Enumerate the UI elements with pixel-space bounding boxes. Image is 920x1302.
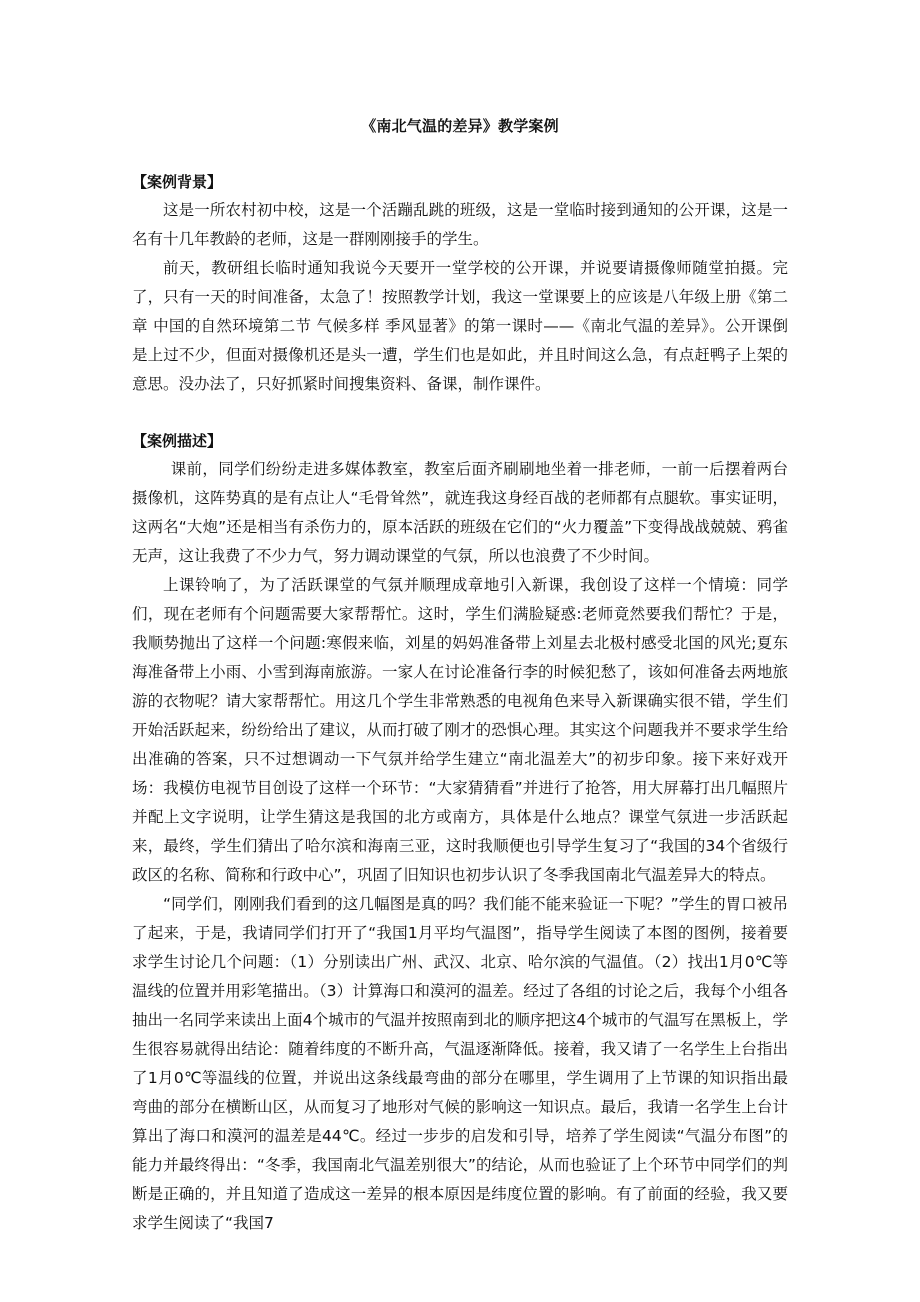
section-heading-background: 【案例背景】	[132, 173, 223, 191]
section-heading-description: 【案例描述】	[132, 432, 223, 450]
document-content	[132, 112, 788, 1238]
background-paragraph-2: 前天，教研组长临时通知我说今天要开一堂学校的公开课，并说要请摄像师随堂拍摄。完了，只有一天的时间准备，太急了！按照教学计划，我这一堂课要上的应该是八年级上册《第二章 中国的自然环境第二节 气候多样 季风显著》的第一课时——《南北气温的差异》。公开课倒是上过不少，但面对摄像机还是头一遭，学生们也是如此，并且时间这么急，有点赶鸭子上架的意思。没办法了，只好抓紧时间搜集资料、备课，制作课件。	[132, 259, 788, 393]
description-paragraph-2: 上课铃响了，为了活跃课堂的气氛并顺理成章地引入新课，我创设了这样一个情境：同学们，现在老师有个问题需要大家帮帮忙。这时，学生们满脸疑惑:老师竟然要我们帮忙？于是，我顺势抛出了这样一个问题:寒假来临，刘星的妈妈准备带上刘星去北极村感受北国的风光;夏东海准备带上小雨、小雪到海南旅游。一家人在讨论准备行李的时候犯愁了，该如何准备去两地旅游的衣物呢？请大家帮帮忙。用这几个学生非常熟悉的电视角色来导入新课确实很不错，学生们开始活跃起来，纷纷给出了建议，从而打破了刚才的恐惧心理。其实这个问题我并不要求学生给出准确的答案，只不过想调动一下气氛并给学生建立“南北温差大”的初步印象。接下来好戏开场：我模仿电视节目创设了这样一个环节：“大家猜猜看”并进行了抢答，用大屏幕打出几幅照片并配上文字说明，让学生猜这是我国的北方或南方，具体是什么地点？课堂气氛进一步活跃起来，最终，学生们猜出了哈尔滨和海南三亚，这时我顺便也引导学生复习了“我国的34个省级行政区的名称、简称和行政中心”，巩固了旧知识也初步认识了冬季我国南北气温差异大的特点。	[132, 576, 788, 884]
background-paragraph-1: 这是一所农村初中校，这是一个活蹦乱跳的班级，这是一堂临时接到通知的公开课，这是一名有十几年教龄的老师，这是一群刚刚接手的学生。	[132, 201, 788, 248]
description-paragraph-1: 课前，同学们纷纷走进多媒体教室，教室后面齐刷刷地坐着一排老师，一前一后摆着两台摄像机，这阵势真的是有点让人“毛骨耸然”，就连我这身经百战的老师都有点腿软。事实证明，这两名“大炮”还是相当有杀伤力的，原本活跃的班级在它们的“火力覆盖”下变得战战兢兢、鸦雀无声，这让我费了不少力气，努力调动课堂的气氛，所以也浪费了不少时间。	[132, 460, 788, 565]
description-paragraph-3: “同学们，刚刚我们看到的这几幅图是真的吗？我们能不能来验证一下呢？”学生的胃口被吊了起来，于是，我请同学们打开了“我国1月平均气温图”，指导学生阅读了本图的图例，接着要求学生讨论几个问题：（1）分别读出广州、武汉、北京、哈尔滨的气温值。（2）找出1月0℃等温线的位置并用彩笔描出。（3）计算海口和漠河的温差。经过了各组的讨论之后，我每个小组各抽出一名同学来读出上面4个城市的气温并按照南到北的顺序把这4个城市的气温写在黑板上，学生很容易就得出结论：随着纬度的不断升高，气温逐渐降低。接着，我又请了一名学生上台指出了1月0℃等温线的位置，并说出这条线最弯曲的部分在哪里，学生调用了上节课的知识指出最弯曲的部分在横断山区，从而复习了地形对气候的影响这一知识点。最后，我请一名学生上台计算出了海口和漠河的温差是44℃。经过一步步的启发和引导，培养了学生阅读“气温分布图”的能力并最终得出：“冬季，我国南北气温差别很大”的结论，从而也验证了上个环节中同学们的判断是正确的，并且知道了造成这一差异的根本原因是纬度位置的影响。有了前面的经验，我又要求学生阅读了“我国7	[132, 895, 788, 1232]
document-title: 《南北气温的差异》教学案例	[361, 117, 559, 135]
